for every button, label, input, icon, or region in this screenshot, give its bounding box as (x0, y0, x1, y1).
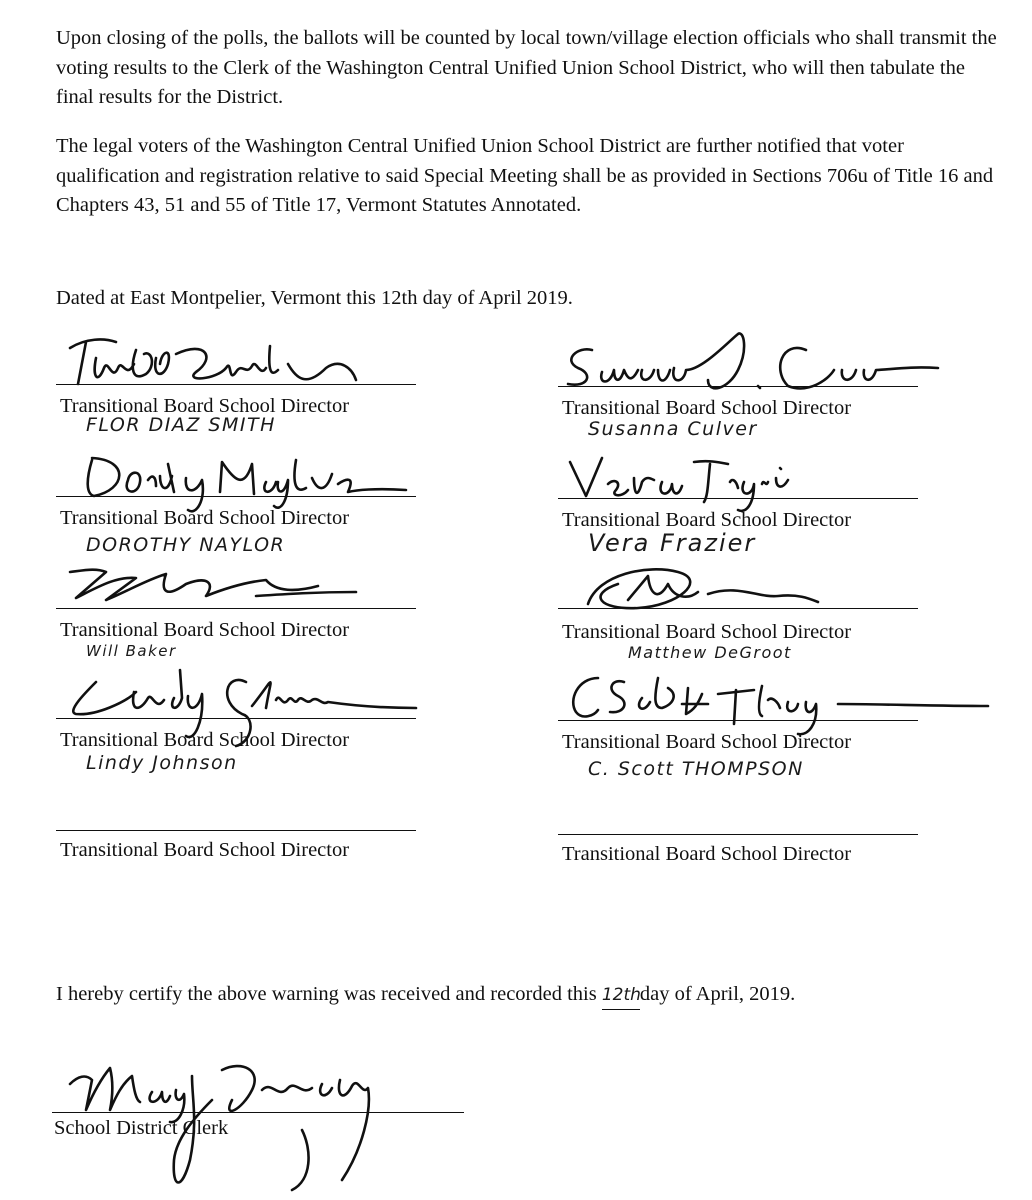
signer-printed-name: Lindy Johnson (86, 752, 238, 774)
signature-line (56, 608, 416, 609)
signature-block-right-3 (558, 554, 978, 664)
signature-block-right-1 (558, 330, 978, 440)
signer-title: Transitional Board School Director (60, 839, 350, 861)
clerk-signature-block (52, 1040, 482, 1200)
signature-line (558, 720, 918, 721)
dated-line: Dated at East Montpelier, Vermont this 12th day of April 2019. (56, 287, 573, 309)
signature-line (52, 1112, 464, 1113)
certification-text-after: day of April, 2019. (639, 983, 796, 1005)
certification-text-before: I hereby certify the above warning was received and recorded this (56, 983, 597, 1005)
signature-line (558, 498, 918, 499)
certification-day: 12th (602, 981, 640, 1010)
signer-printed-name: FLOR DIAZ SMITH (86, 414, 276, 436)
signer-title: Transitional Board School Director (562, 509, 852, 531)
clerk-title: School District Clerk (54, 1117, 229, 1139)
paragraph-closing-polls: Upon closing of the polls, the ballots will be counted by local town/village election officials who shall transmit the voting results to the Clerk of the Washington Central Unified Union School District, who will then tabulate the final results for the District. (56, 27, 997, 108)
signature-block-left-5 (56, 774, 476, 884)
signer-printed-name: DOROTHY NAYLOR (86, 534, 286, 556)
signer-title: Transitional Board School Director (60, 619, 350, 641)
signature-line (558, 608, 918, 609)
signature-block-right-2 (558, 442, 978, 557)
signature-line (56, 496, 416, 497)
signer-printed-name: Susanna Culver (588, 418, 758, 440)
signer-printed-name: C. Scott THOMPSON (588, 758, 804, 780)
signer-printed-name: Matthew DeGroot (628, 643, 792, 662)
certification-line (56, 980, 795, 1010)
signer-title: Transitional Board School Director (562, 843, 852, 865)
signer-title: Transitional Board School Director (60, 729, 350, 751)
signer-printed-name: Vera Frazier (588, 529, 757, 557)
signature-line (56, 718, 416, 719)
signer-title: Transitional Board School Director (60, 507, 350, 529)
signature-line (558, 386, 918, 387)
signature-line (56, 384, 416, 385)
signature-block-left-1 (56, 328, 476, 438)
signature-block-right-4 (558, 664, 978, 780)
signer-printed-name: Will Baker (86, 642, 177, 660)
signature-block-left-3 (56, 552, 476, 662)
signer-title: Transitional Board School Director (60, 395, 350, 417)
signature-block-left-2 (56, 440, 476, 556)
paragraph-voter-qualification: The legal voters of the Washington Central Unified Union School District are further notified that voter qualification and registration relative to said Special Meeting shall be as provided in Sections 706u of Title 16 and Chapters 43, 51 and 55 of Title 17, Vermont Statutes Annotated. (56, 135, 994, 216)
signer-title: Transitional Board School Director (562, 621, 852, 643)
signature-line (56, 830, 416, 831)
signature-block-left-4 (56, 662, 476, 772)
signer-title: Transitional Board School Director (562, 731, 852, 753)
signature-line (558, 834, 918, 835)
signature-block-right-5 (558, 778, 978, 888)
signer-title: Transitional Board School Director (562, 397, 852, 419)
